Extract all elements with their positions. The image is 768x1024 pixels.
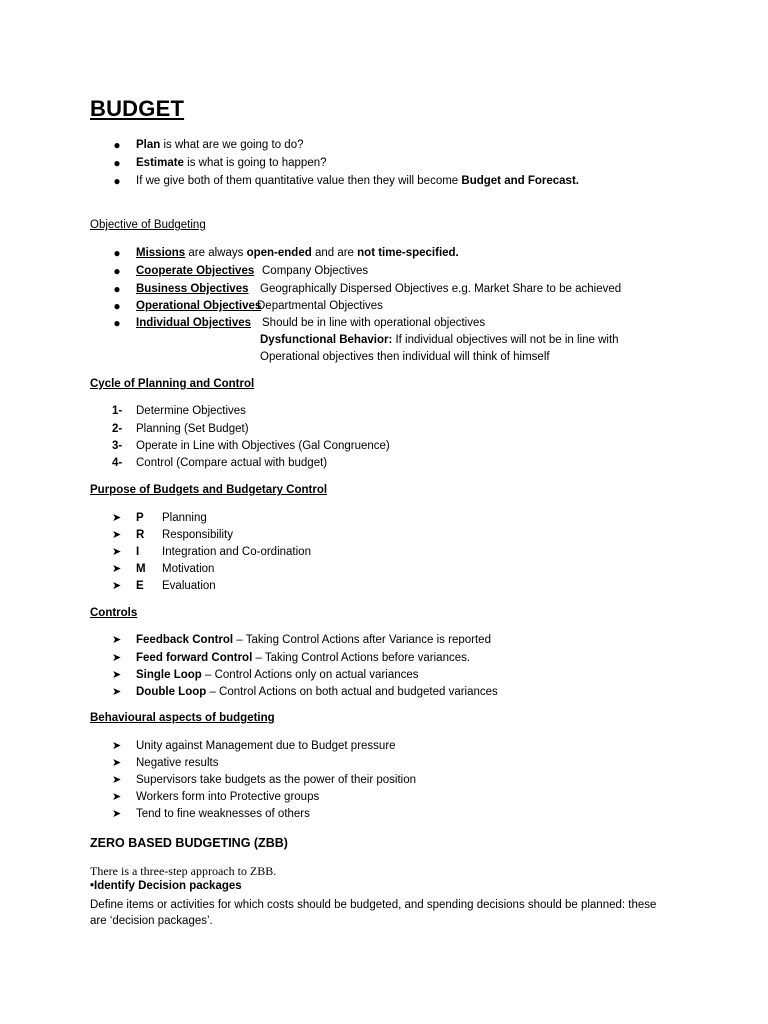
arrow-bullet-icon: ➤ <box>112 512 122 524</box>
section-heading-zbb: ZERO BASED BUDGETING (ZBB) <box>90 836 288 850</box>
dysfunctional-note: Dysfunctional Behavior: If individual objectives will not be in line with <box>260 334 619 346</box>
arrow-bullet-icon: ➤ <box>112 686 122 698</box>
arrow-bullet-icon: ➤ <box>112 669 122 681</box>
page-title: BUDGET <box>90 96 185 121</box>
dysfunctional-note-cont: Operational objectives then individual will think of himself <box>260 351 550 363</box>
arrow-bullet-icon: ➤ <box>112 774 122 786</box>
arrow-bullet-icon: ➤ <box>112 546 122 558</box>
arrow-bullet-icon: ➤ <box>112 808 122 820</box>
bullet-icon: ● <box>113 246 121 260</box>
bullet-icon: ● <box>113 174 121 188</box>
arrow-bullet-icon: ➤ <box>112 791 122 803</box>
bullet-icon: ● <box>113 316 121 330</box>
section-heading-controls: Controls <box>90 607 138 619</box>
arrow-bullet-icon: ➤ <box>112 740 122 752</box>
bullet-icon: ● <box>113 138 121 152</box>
zbb-step: •Identify Decision packages <box>90 880 242 892</box>
arrow-bullet-icon: ➤ <box>112 757 122 769</box>
arrow-bullet-icon: ➤ <box>112 529 122 541</box>
zbb-intro: There is a three-step approach to ZBB. <box>90 864 277 878</box>
document-page: BUDGET ● Plan is what are we going to do? ● Estimate is what is going to happen? ● If we give both of them quantitative value then they will become Budget and Forecast. Objective of Budgeting ● Missions are always open-ended and are not time-specified. ● Cooperate Objectives Company Objectives ● Business Objectives Geographically Dispersed Objectives e.g. Market Share to be achieved ● Operational Objectives Departmental Objectives ● Individual Objectives Should be in line with operational objectives Dysfunctional Behavior: If individual objectives will not be in line with Operational objectives then individual will think of himself Cycle of Planning and Control 1- Determine Objectives 2- Planning (Set Budget) 3- Operate in Line with Objectives (Gal Congruence) 4- Control (Compare actual with budget) Purpose of Budgets and Budgetary Control ➤ P Planning ➤ R Responsibility ➤ I Integration and Co-ordination ➤ M Motivation ➤ E Evaluation Controls ➤ Feedback Control – Taking Control Actions after Variance is reported ➤ Feed forward Control – Taking Control Actions before variances. ➤ Single Loop – Control Actions only on actual variances ➤ Double Loop – Control Actions on both actual and budgeted variances Behavioural aspects of budgeting ➤ Unity against Management due to Budget pressure ➤ Negative results ➤ Supervisors take budgets as the power of their position ➤ Workers form into Protective groups ➤ Tend to fine weaknesses of others ZERO BASED BUDGETING (ZBB) There is a three-step approach to ZBB. •Identify Decision packages Define items or activities for which costs should be budgeted, and spending decisions should be planned: these are ‘decision packages’. <box>0 0 768 1024</box>
arrow-bullet-icon: ➤ <box>112 580 122 592</box>
section-heading-objectives: Objective of Budgeting <box>90 219 206 231</box>
bullet-icon: ● <box>113 156 121 170</box>
arrow-bullet-icon: ➤ <box>112 652 122 664</box>
bullet-icon: ● <box>113 282 121 296</box>
arrow-bullet-icon: ➤ <box>112 563 122 575</box>
bullet-icon: ● <box>113 264 121 278</box>
zbb-description: Define items or activities for which costs should be budgeted, and spending decisions should be planned: these are ‘decision packages’. <box>90 899 657 927</box>
section-heading-purpose: Purpose of Budgets and Budgetary Control <box>90 484 328 496</box>
section-heading-cycle: Cycle of Planning and Control <box>90 378 255 390</box>
arrow-bullet-icon: ➤ <box>112 634 122 646</box>
section-heading-behavioural: Behavioural aspects of budgeting <box>90 712 275 724</box>
bullet-icon: ● <box>113 299 121 313</box>
